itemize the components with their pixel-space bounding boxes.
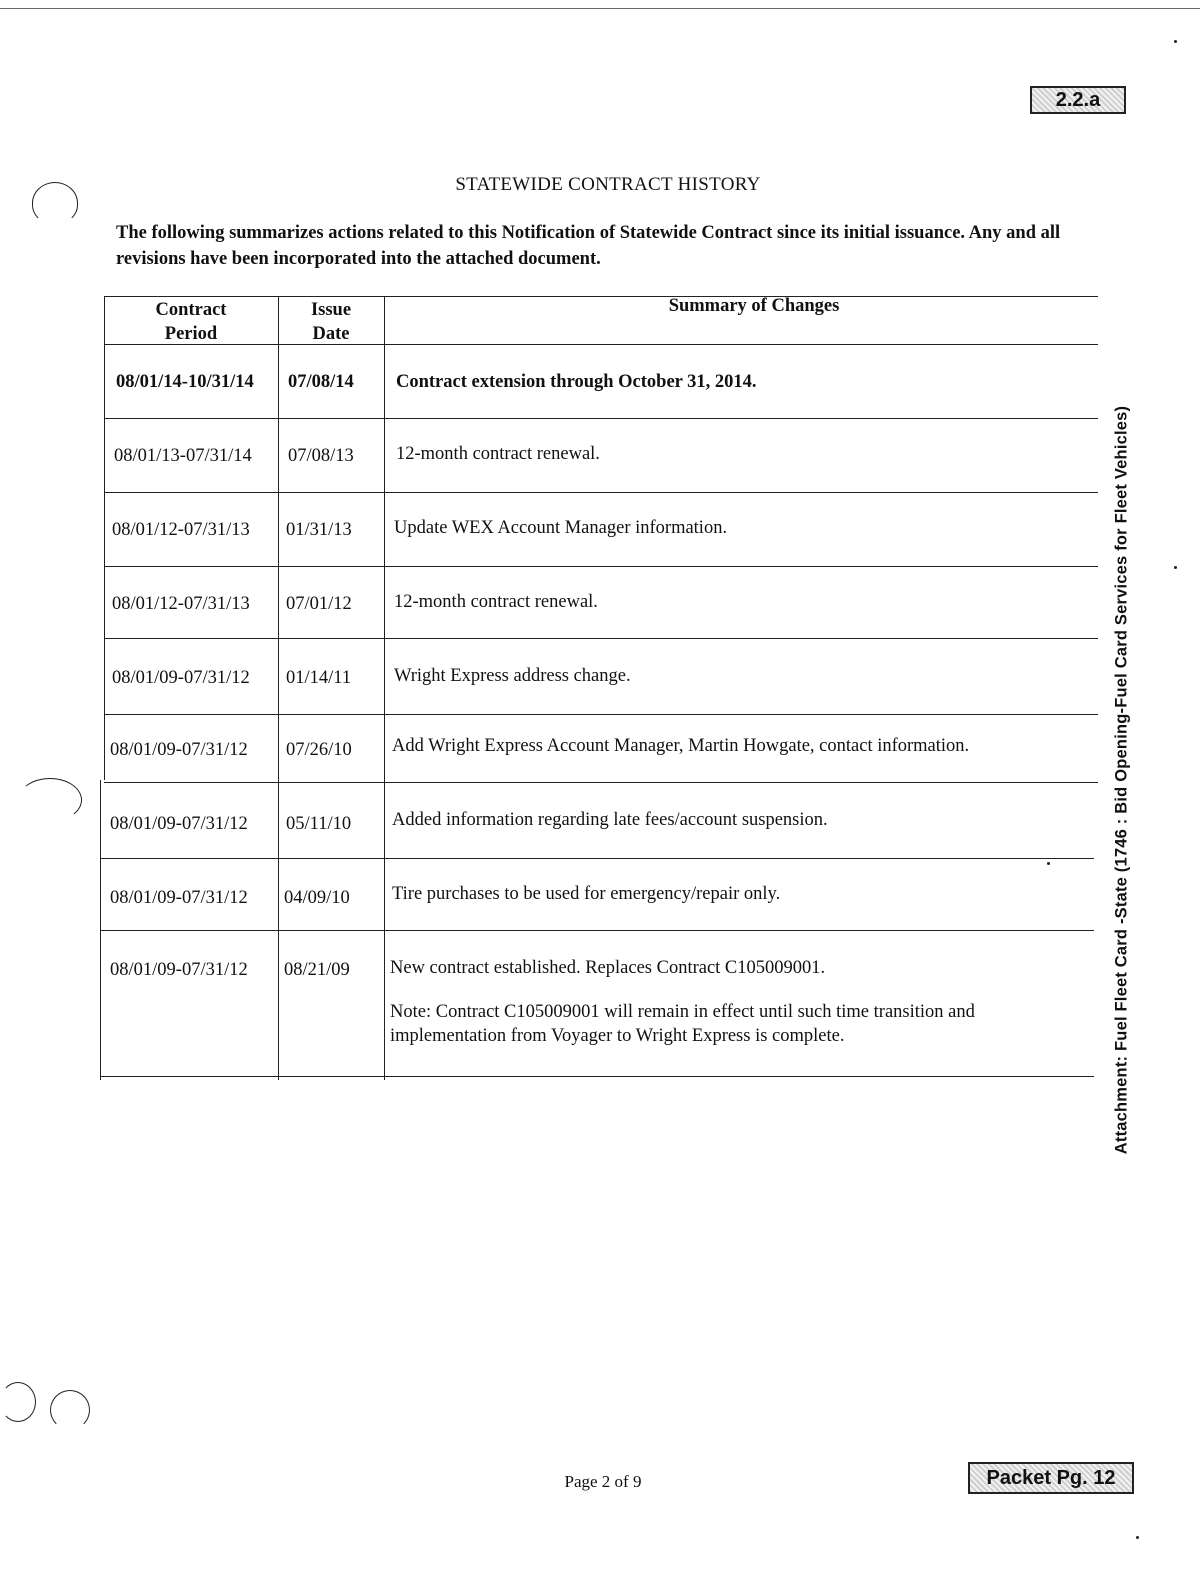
row-note: Note: Contract C105009001 will remain in effect until such time transition and implementation from Voyager to Wright Express is complete. <box>390 1002 975 1046</box>
scan-speck <box>1174 40 1177 43</box>
section-tag: 2.2.a <box>1030 86 1126 114</box>
row-issue-date: 04/09/10 <box>284 888 350 908</box>
row-summary: Update WEX Account Manager information. <box>394 518 728 538</box>
row-summary: Wright Express address change. <box>394 666 631 686</box>
scan-speck <box>1047 862 1050 865</box>
row-issue-date: 07/08/14 <box>288 372 354 392</box>
packet-page-tag: Packet Pg. 12 <box>968 1462 1134 1494</box>
row-rule <box>104 566 1098 567</box>
row-issue-date: 07/01/12 <box>286 594 352 614</box>
row-summary: New contract established. Replaces Contract C105009001. <box>390 958 826 978</box>
column-divider <box>384 296 385 1080</box>
table-border-left <box>104 296 105 780</box>
row-issue-date: 08/21/09 <box>284 960 350 980</box>
row-summary: 12-month contract renewal. <box>394 592 598 612</box>
row-summary: Contract extension through October 31, 2014. <box>396 372 757 392</box>
top-scan-rule <box>0 8 1200 9</box>
row-rule <box>100 858 1094 859</box>
row-period: 08/01/09-07/31/12 <box>110 740 248 760</box>
column-divider <box>278 296 279 1080</box>
row-summary: Tire purchases to be used for emergency/repair only. <box>392 884 781 904</box>
intro-paragraph: The following summarizes actions related to this Notification of Statewide Contract since its initial issuance. Any and all revisions have been incorporated into the attached document. <box>116 223 1061 269</box>
punch-hole-mark <box>50 1390 90 1430</box>
row-issue-date: 07/08/13 <box>288 446 354 466</box>
row-period: 08/01/09-07/31/12 <box>110 888 248 908</box>
page-title: STATEWIDE CONTRACT HISTORY <box>455 174 761 195</box>
header-summary-of-changes: Summary of Changes <box>668 296 840 316</box>
row-period: 08/01/09-07/31/12 <box>110 814 248 834</box>
row-rule <box>104 714 1098 715</box>
row-period: 08/01/09-07/31/12 <box>110 960 248 980</box>
header-issue-date: Issue Date <box>310 300 352 344</box>
row-period: 08/01/09-07/31/12 <box>112 668 250 688</box>
row-rule <box>104 638 1098 639</box>
punch-hole-mark <box>0 1382 36 1422</box>
row-rule <box>104 492 1098 493</box>
row-rule <box>104 782 1098 783</box>
row-issue-date: 01/31/13 <box>286 520 352 540</box>
table-bottom-border <box>100 1076 1094 1077</box>
row-issue-date: 05/11/10 <box>286 814 352 834</box>
row-period: 08/01/13-07/31/14 <box>114 446 252 466</box>
row-summary: 12-month contract renewal. <box>396 444 600 464</box>
contract-history-table <box>100 290 1100 1080</box>
row-issue-date: 07/26/10 <box>286 740 352 760</box>
scan-speck <box>1174 566 1177 569</box>
header-contract-period: Contract Period <box>155 300 227 344</box>
page-number: Page 2 of 9 <box>564 1472 642 1491</box>
row-issue-date: 01/14/11 <box>286 668 352 688</box>
scan-speck <box>1136 1536 1139 1539</box>
row-period: 08/01/14-10/31/14 <box>116 372 254 392</box>
punch-hole-mark <box>18 778 82 822</box>
row-rule <box>104 418 1098 419</box>
row-summary: Added information regarding late fees/account suspension. <box>392 810 828 830</box>
row-period: 08/01/12-07/31/13 <box>112 594 250 614</box>
row-period: 08/01/12-07/31/13 <box>112 520 250 540</box>
row-rule <box>100 930 1094 931</box>
row-summary: Add Wright Express Account Manager, Martin Howgate, contact information. <box>392 736 970 756</box>
